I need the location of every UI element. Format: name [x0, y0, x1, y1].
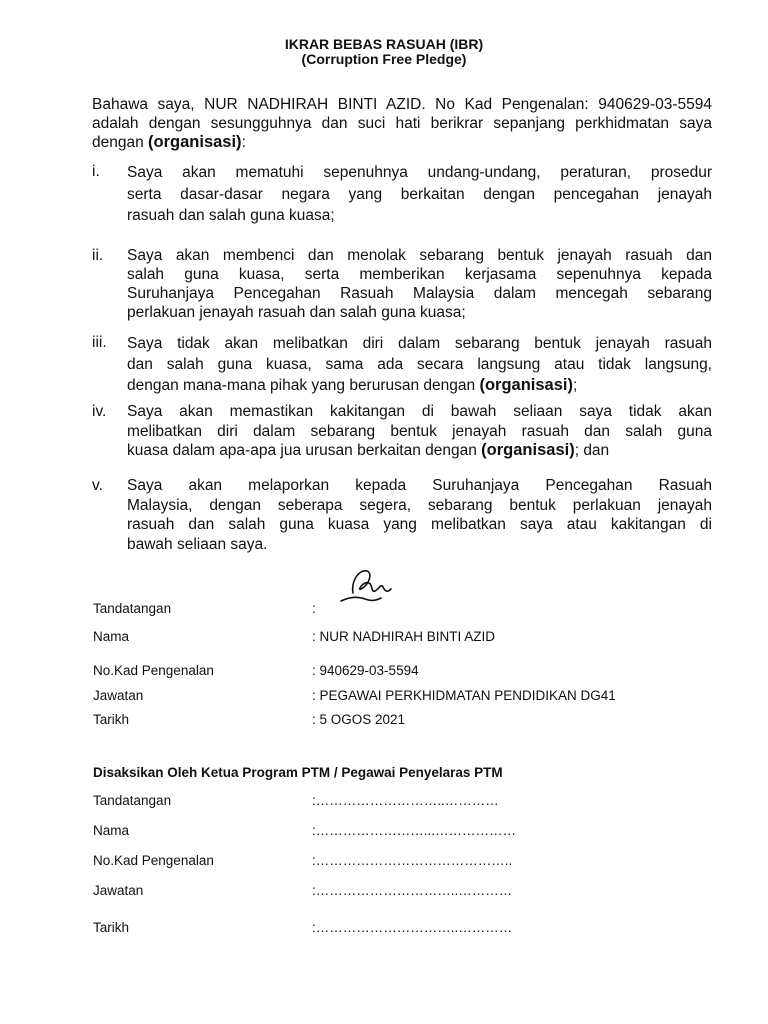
pledge-number: iii. — [92, 334, 107, 351]
witness-position-field: :…………………………..………… — [312, 883, 513, 898]
intro-line-prefix: dengan — [92, 134, 149, 151]
pledge-line: rasuah dan salah guna kuasa yang melibatkan saya atau kakitangan di — [127, 516, 712, 533]
ic-label: No.Kad Pengenalan — [93, 663, 214, 678]
pledge-line: Saya akan mematuhi sepenuhnya undang-undang, peraturan, prosedur — [127, 164, 712, 181]
pledge-line: perlakuan jenayah rasuah dan salah guna kuasa; — [127, 304, 466, 321]
pledge-line-prefix: dengan mana-mana pihak yang berurusan dengan — [127, 377, 480, 394]
witness-ic-label: No.Kad Pengenalan — [93, 853, 214, 868]
intro-line: Bahawa saya, NUR NADHIRAH BINTI AZID. No Kad Pengenalan: 940629-03-5594 — [92, 96, 712, 113]
pledge-line: bawah seliaan saya. — [127, 535, 268, 553]
witness-ic-field: :…………………………………….. — [312, 853, 513, 868]
pledge-line: Saya akan melaporkan kepada Suruhanjaya Pencegahan Rasuah — [127, 477, 712, 494]
pledge-line: salah guna kuasa, serta memberikan kerjasama sepenuhnya kepada — [127, 266, 712, 283]
pledge-number: v. — [92, 477, 103, 494]
intro-line — [92, 133, 712, 152]
witness-date-label: Tarikh — [93, 920, 130, 935]
name-value: : NUR NADHIRAH BINTI AZID — [312, 629, 496, 644]
witness-signature-label: Tandatangan — [93, 793, 172, 808]
signature-image — [335, 563, 395, 611]
witness-signature-field: :………………………..………… — [312, 793, 499, 808]
pledge-line: Saya akan membenci dan menolak sebarang bentuk jenayah rasuah dan — [127, 247, 712, 264]
pledge-line: Malaysia, dengan seberapa segera, sebarang bentuk perlakuan jenayah — [127, 496, 712, 514]
pledge-line: melibatkan diri dalam sebarang bentuk jenayah rasuah dan salah guna — [127, 422, 712, 440]
pledge-line: Suruhanjaya Pencegahan Rasuah Malaysia dalam mencegah sebarang — [127, 285, 712, 302]
intro-paragraph — [92, 95, 712, 152]
signature-colon: : — [312, 601, 316, 616]
signature-label: Tandatangan — [93, 601, 172, 616]
date-label: Tarikh — [93, 712, 130, 727]
position-label: Jawatan — [93, 688, 144, 703]
witness-position-label: Jawatan — [93, 883, 144, 898]
intro-line-suffix: : — [241, 134, 246, 151]
witness-name-field: :……………………...……………… — [312, 823, 517, 838]
pledge-line-prefix: kuasa dalam apa-apa jua urusan berkaitan dengan — [127, 442, 482, 459]
witness-date-field: :…………………………..………… — [312, 920, 513, 935]
organisation-placeholder: (organisasi) — [481, 441, 575, 459]
witness-name-label: Nama — [93, 823, 130, 838]
pledge-text — [127, 476, 712, 554]
pledge-text — [127, 162, 712, 227]
pledge-line-suffix: ; dan — [574, 442, 610, 459]
pledge-line: Saya tidak akan melibatkan diri dalam sebarang bentuk jenayah rasuah — [127, 335, 712, 352]
pledge-text — [127, 333, 712, 396]
ic-value: : 940629-03-5594 — [312, 663, 419, 678]
pledge-line: Saya akan memastikan kakitangan di bawah seliaan saya tidak akan — [127, 403, 712, 420]
pledge-text — [127, 402, 712, 461]
pledge-line — [127, 375, 712, 396]
pledge-line: rasuah dan salah guna kuasa; — [127, 207, 335, 224]
organisation-placeholder: (organisasi) — [148, 133, 242, 151]
intro-line: adalah dengan sesungguhnya dan suci hati berikrar sepanjang perkhidmatan saya — [92, 115, 712, 132]
pledge-line-suffix: ; — [572, 377, 578, 394]
pledge-line — [127, 441, 712, 461]
date-value: : 5 OGOS 2021 — [312, 712, 406, 727]
document-title: IKRAR BEBAS RASUAH (IBR) — [284, 36, 484, 52]
organisation-placeholder: (organisasi) — [479, 376, 573, 394]
name-label: Nama — [93, 629, 130, 644]
document-subtitle: (Corruption Free Pledge) — [301, 51, 467, 67]
pledge-number: i. — [92, 163, 100, 180]
position-value: : PEGAWAI PERKHIDMATAN PENDIDIKAN DG41 — [312, 688, 616, 703]
pledge-number: iv. — [92, 403, 107, 420]
pledge-line: dan salah guna kuasa, sama ada secara langsung atau tidak langsung, — [127, 356, 712, 373]
witness-title: Disaksikan Oleh Ketua Program PTM / Pegawai Penyelaras PTM — [93, 765, 503, 780]
pledge-number: ii. — [92, 247, 104, 264]
pledge-line: serta dasar-dasar negara yang berkaitan dengan pencegahan jenayah — [127, 185, 712, 203]
pledge-text — [127, 246, 712, 322]
